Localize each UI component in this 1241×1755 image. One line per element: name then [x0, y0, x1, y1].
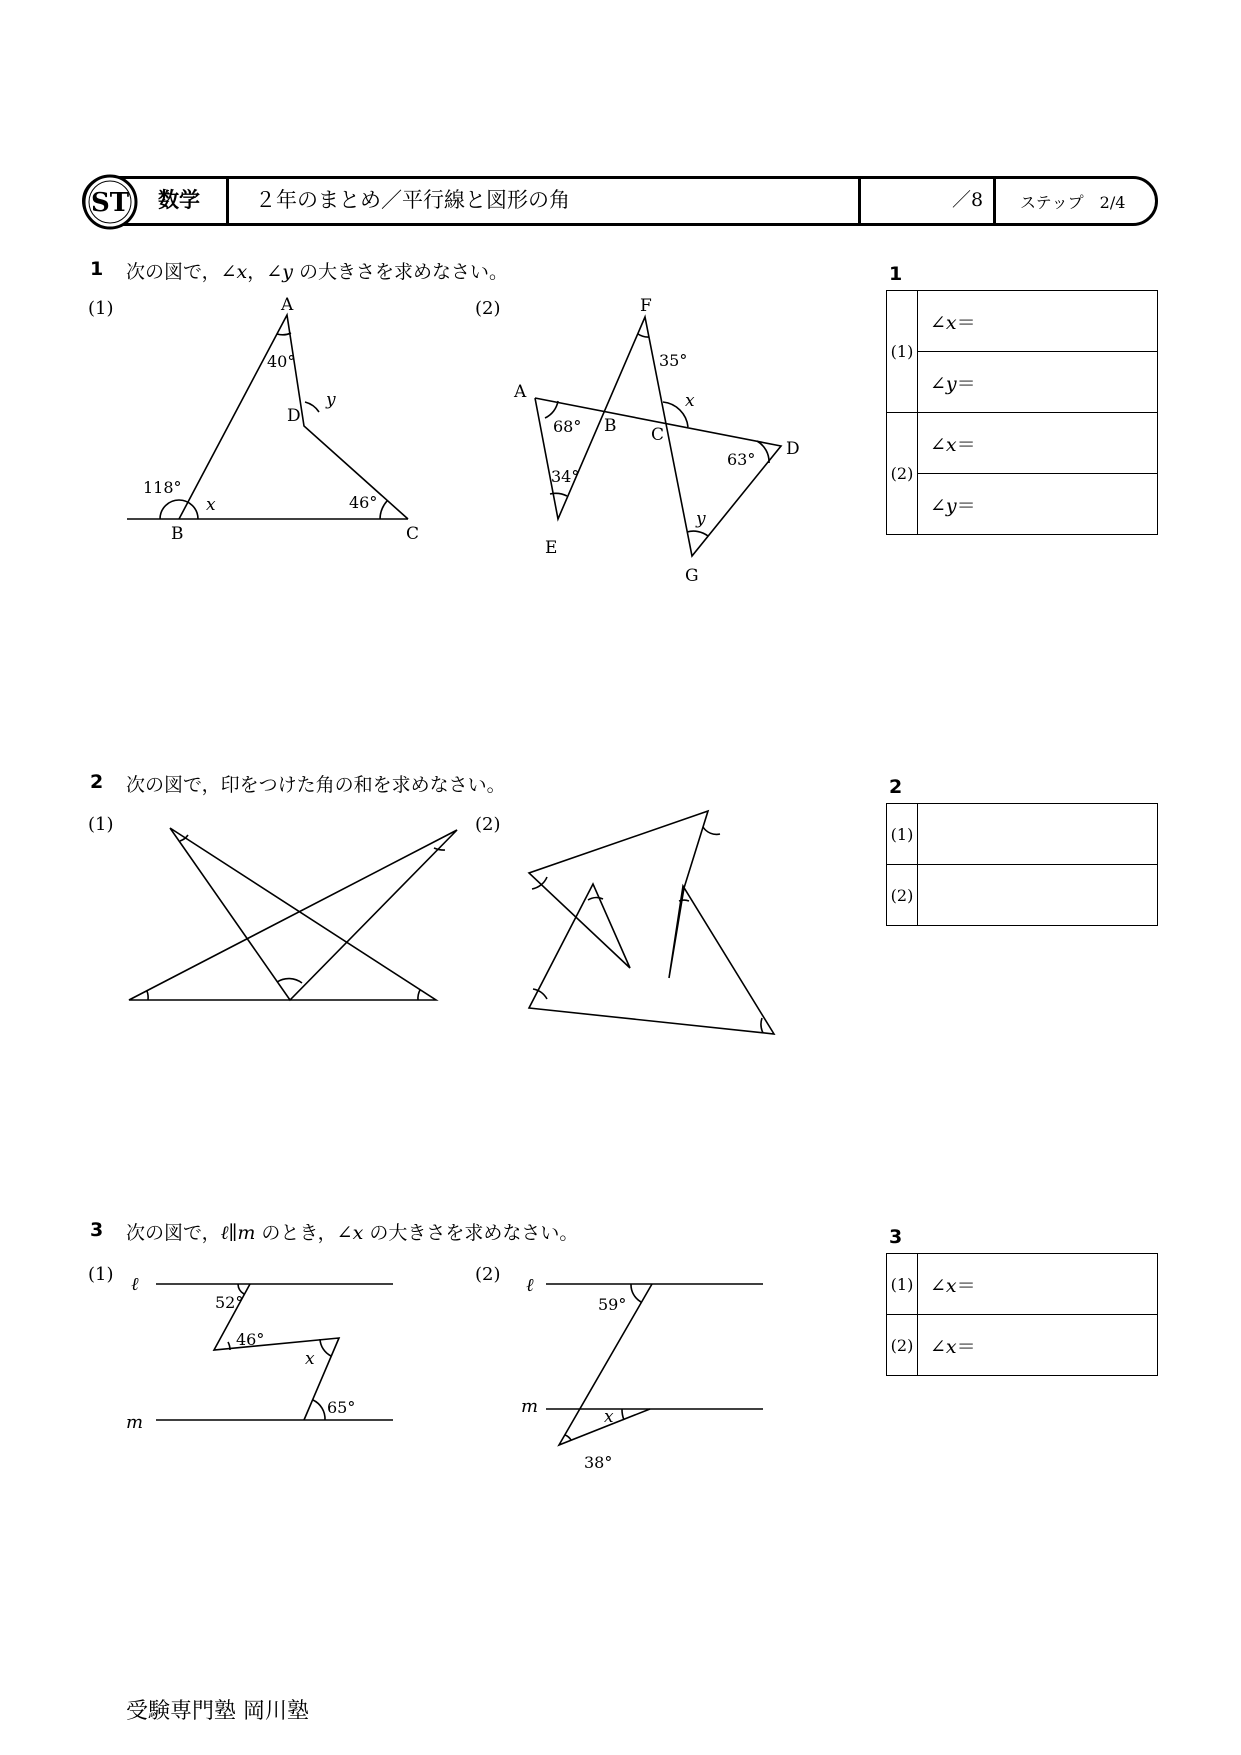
answer1-field-2x[interactable]: ∠x＝ — [918, 413, 1158, 474]
q3f1-line-l: ℓ — [131, 1274, 139, 1295]
q1-number: 1 — [90, 258, 104, 280]
q1f1-var-x: x — [206, 495, 216, 515]
answer1-field-1y[interactable]: ∠y＝ — [918, 352, 1158, 413]
answer-table-1 — [886, 290, 1158, 535]
subject-label: 数学 — [158, 188, 200, 212]
q1f1-angle-A: 40° — [267, 352, 296, 371]
answer-table-2 — [886, 803, 1158, 926]
q3f1-angle-65: 65° — [327, 1398, 356, 1417]
answer1-field-1x[interactable]: ∠x＝ — [918, 291, 1158, 352]
q2-figure-2 — [520, 800, 790, 1040]
logo-icon — [82, 174, 138, 230]
q3-prompt: 次の図で，ℓ∥m のとき，∠x の大きさを求めなさい。 — [126, 1222, 579, 1244]
q1f1-label-C: C — [406, 524, 420, 544]
q1f2-angle-F: 35° — [659, 351, 688, 370]
q3f1-angle-46: 46° — [236, 1330, 265, 1349]
answer2-field-2[interactable] — [918, 865, 1158, 926]
answer1-number: 1 — [889, 263, 903, 285]
q1f2-angle-E: 34° — [551, 467, 580, 486]
answer2-number: 2 — [889, 776, 903, 798]
q1f2-var-y: y — [696, 509, 706, 529]
q2-figure-1 — [110, 800, 470, 1020]
q3f2-line-m: m — [521, 1396, 539, 1417]
footer-school-name: 受験専門塾 岡川塾 — [126, 1699, 309, 1724]
answer2-row-label: (1) — [887, 804, 918, 865]
q1f1-angle-B: 118° — [143, 478, 182, 497]
answer2-row-label: (2) — [887, 865, 918, 926]
q1-prompt: 次の図で，∠x，∠y の大きさを求めなさい。 — [126, 261, 508, 283]
answer3-field-1[interactable]: ∠x＝ — [918, 1254, 1158, 1315]
answer-table-3 — [886, 1253, 1158, 1376]
q1f1-var-y: y — [326, 390, 336, 410]
answer1-row-label: (2) — [887, 413, 918, 535]
q3-figure-2 — [515, 1260, 775, 1470]
q1f1-label-A: A — [281, 295, 294, 315]
q2-number: 2 — [90, 771, 104, 793]
answer1-row-label: (1) — [887, 291, 918, 413]
q1-figure-2 — [505, 290, 815, 590]
q3f2-angle-59: 59° — [598, 1295, 627, 1314]
header-divider — [226, 176, 229, 226]
q1f2-label-F: F — [640, 296, 652, 316]
q1f2-label-E: E — [545, 538, 558, 558]
q1f2-label-A: A — [514, 382, 527, 402]
answer3-field-2[interactable]: ∠x＝ — [918, 1315, 1158, 1376]
q1f2-angle-A: 68° — [553, 417, 582, 436]
q3f2-var-x: x — [604, 1407, 614, 1427]
q1f1-label-B: B — [171, 524, 184, 544]
q3f1-line-m: m — [126, 1412, 144, 1430]
q1f2-label-G: G — [685, 566, 699, 586]
step-indicator: ステップ 2/4 — [1020, 193, 1126, 212]
q3-sub2-label: (2) — [475, 1264, 501, 1285]
q1-sub1-label: (1) — [88, 298, 114, 319]
q3f2-angle-38: 38° — [584, 1453, 613, 1470]
header-divider — [993, 176, 996, 226]
q3f1-var-x: x — [305, 1349, 315, 1369]
q2-sub2-label: (2) — [475, 814, 501, 835]
answer3-row-label: (2) — [887, 1315, 918, 1376]
q1f1-label-D: D — [287, 406, 301, 426]
worksheet-title: ２年のまとめ／平行線と図形の角 — [255, 188, 570, 212]
q3f1-angle-52: 52° — [215, 1293, 244, 1312]
q3-sub1-label: (1) — [88, 1264, 114, 1285]
q2-prompt: 次の図で，印をつけた角の和を求めなさい。 — [126, 774, 506, 796]
q1f2-label-B: B — [604, 416, 617, 436]
q3-figure-1 — [120, 1260, 410, 1430]
q3f2-line-l: ℓ — [526, 1275, 534, 1296]
answer2-field-1[interactable] — [918, 804, 1158, 865]
header-bar — [82, 176, 1158, 226]
q1f2-angle-D: 63° — [727, 450, 756, 469]
answer3-number: 3 — [889, 1226, 903, 1248]
q1f2-var-x: x — [685, 391, 695, 411]
header-divider — [858, 176, 861, 226]
q1-sub2-label: (2) — [475, 298, 501, 319]
q1f1-angle-C: 46° — [349, 493, 378, 512]
logo-text: ST — [90, 188, 130, 218]
score-total: ／8 — [952, 189, 984, 211]
answer1-field-2y[interactable]: ∠y＝ — [918, 474, 1158, 535]
q1-figure-1 — [110, 290, 440, 550]
q3-number: 3 — [90, 1219, 104, 1241]
q1f2-label-D: D — [786, 439, 800, 459]
answer3-row-label: (1) — [887, 1254, 918, 1315]
q2-sub1-label: (1) — [88, 814, 114, 835]
q1f2-label-C: C — [651, 425, 665, 445]
